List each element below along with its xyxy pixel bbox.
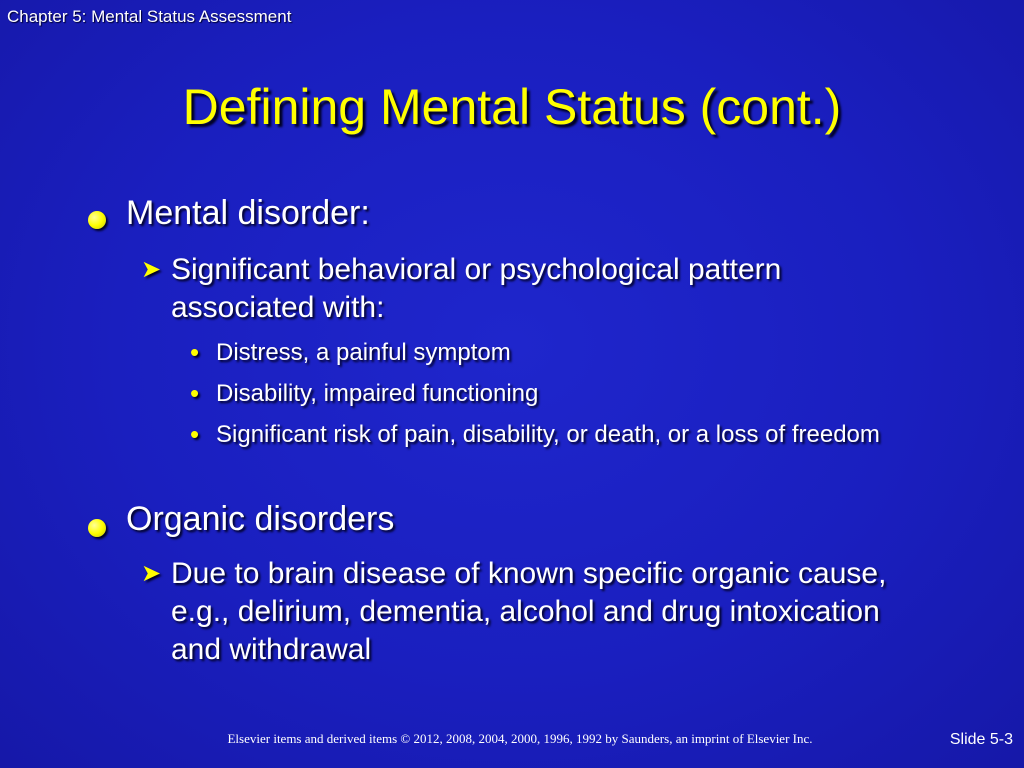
slide-title: Defining Mental Status (cont.) bbox=[182, 79, 842, 135]
slide-number: Slide 5-3 bbox=[949, 731, 1013, 748]
subsubbullet-distress: Distress, a painful symptom bbox=[216, 339, 511, 366]
bullet-mental-disorder: Mental disorder: bbox=[126, 194, 370, 232]
subsubbullet-disability: Disability, impaired functioning bbox=[216, 380, 539, 407]
bullet-organic-disorders: Organic disorders bbox=[126, 500, 395, 538]
bullet-circle-icon bbox=[88, 211, 106, 229]
subbullet-brain-disease: Due to brain disease of known specific organic cause, e.g., delirium, dementia, alcohol and drug intoxication and withdrawal bbox=[171, 557, 887, 666]
bullet-dot-icon: • bbox=[190, 378, 200, 408]
copyright-footer: Elsevier items and derived items © 2012, 2008, 2004, 2000, 1996, 1992 by Saunders, an imprint of Elsevier Inc. bbox=[227, 731, 813, 746]
bullet-dot-icon: • bbox=[190, 337, 200, 367]
subbullet-significant-pattern: Significant behavioral or psychological pattern associated with: bbox=[171, 253, 782, 324]
subsubbullet-significant-risk: Significant risk of pain, disability, or death, or a loss of freedom bbox=[216, 421, 880, 448]
bullet-dot-icon: • bbox=[190, 419, 200, 449]
chapter-header: Chapter 5: Mental Status Assessment bbox=[7, 7, 292, 26]
bullet-arrowhead-icon: ➤ bbox=[141, 256, 162, 283]
bullet-arrowhead-icon: ➤ bbox=[141, 560, 162, 587]
bullet-circle-icon bbox=[88, 519, 106, 537]
